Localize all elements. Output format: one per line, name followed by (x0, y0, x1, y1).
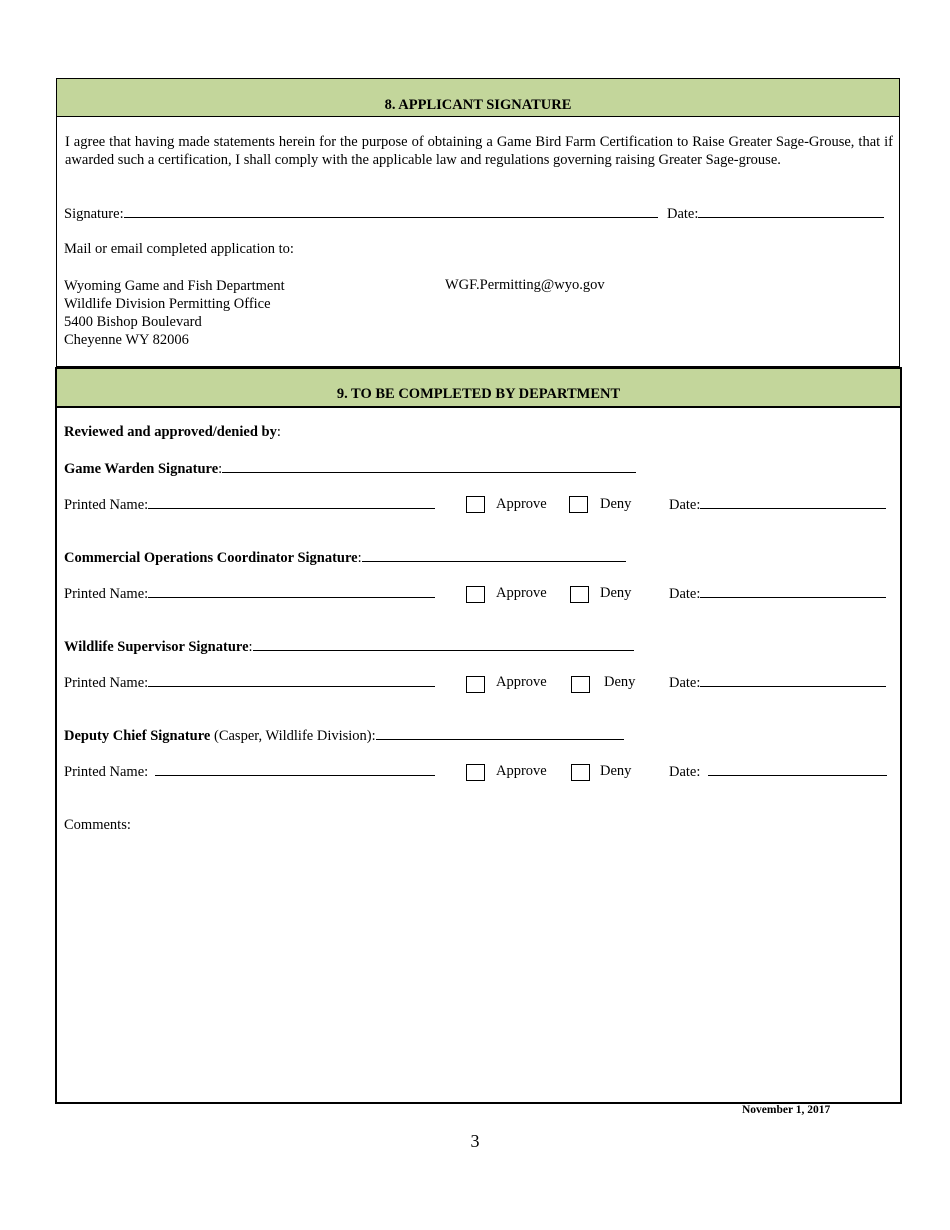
comments-label: Comments: (64, 817, 131, 833)
approve-label: Approve (496, 496, 547, 512)
reviewed-by-label (64, 424, 281, 441)
signer-title: Deputy Chief Signature (64, 728, 211, 744)
printed-name-label: Printed Name: (64, 675, 149, 691)
deputy-chief-signature-row (64, 727, 624, 745)
mailing-address (64, 277, 285, 349)
printed-name-label: Printed Name: (64, 586, 149, 602)
supervisor-signature-row (64, 638, 634, 656)
signer-suffix: : (248, 639, 253, 655)
address-line: 5400 Bishop Boulevard (64, 314, 202, 330)
game-warden-deny-checkbox[interactable] (569, 496, 588, 513)
supervisor-approve-checkbox[interactable] (466, 676, 485, 693)
address-line: Cheyenne WY 82006 (64, 332, 189, 348)
deny-label: Deny (604, 674, 636, 690)
section-9-header (57, 369, 900, 408)
address-line: Wildlife Division Permitting Office (64, 296, 271, 312)
deputy-chief-printed-name-field[interactable] (155, 763, 435, 776)
date-label: Date: (669, 675, 701, 691)
game-warden-printed-name-row (64, 496, 435, 514)
signer-title: Commercial Operations Coordinator Signature (64, 550, 358, 566)
approve-label: Approve (496, 674, 547, 690)
signer-suffix: : (357, 550, 362, 566)
deny-label: Deny (600, 585, 632, 601)
signer-title: Game Warden Signature (64, 461, 219, 477)
deny-label: Deny (600, 763, 632, 779)
coordinator-approve-checkbox[interactable] (466, 586, 485, 603)
approve-label: Approve (496, 585, 547, 601)
date-label: Date: (669, 764, 701, 780)
revision-date: November 1, 2017 (742, 1104, 831, 1116)
page-number: 3 (470, 1131, 480, 1151)
supervisor-printed-name-row (64, 674, 435, 692)
coordinator-signature-row (64, 549, 626, 567)
signer-suffix: : (218, 461, 223, 477)
date-label: Date: (669, 586, 701, 602)
applicant-date-field[interactable] (698, 205, 884, 218)
applicant-signature-row (64, 205, 658, 223)
signer-suffix: (Casper, Wildlife Division): (210, 728, 376, 744)
coordinator-date-row (669, 585, 886, 603)
comments-field[interactable] (64, 840, 890, 1096)
game-warden-date-field[interactable] (700, 496, 886, 509)
game-warden-signature-field[interactable] (222, 460, 636, 473)
signature-label: Signature: (64, 206, 124, 222)
reviewed-by-colon: : (276, 424, 281, 440)
coordinator-signature-field[interactable] (362, 549, 626, 562)
printed-name-label: Printed Name: (64, 497, 149, 513)
printed-name-label: Printed Name: (64, 764, 149, 780)
deny-label: Deny (600, 496, 632, 512)
coordinator-printed-name-row (64, 585, 435, 603)
deputy-chief-date-field[interactable] (708, 763, 887, 776)
supervisor-printed-name-field[interactable] (148, 674, 435, 687)
supervisor-deny-checkbox[interactable] (571, 676, 590, 693)
mail-instruction: Mail or email completed application to: (64, 241, 294, 257)
game-warden-signature-row (64, 460, 636, 478)
supervisor-signature-field[interactable] (253, 638, 634, 651)
applicant-date-row (667, 205, 884, 223)
date-label: Date: (669, 497, 701, 513)
game-warden-approve-checkbox[interactable] (466, 496, 485, 513)
supervisor-date-field[interactable] (700, 674, 886, 687)
deputy-chief-printed-name-row (64, 763, 435, 781)
deputy-chief-date-row (669, 763, 887, 781)
applicant-signature-field[interactable] (124, 205, 658, 218)
signer-title: Wildlife Supervisor Signature (64, 639, 249, 655)
address-line: Wyoming Game and Fish Department (64, 278, 285, 294)
game-warden-printed-name-field[interactable] (148, 496, 435, 509)
section-8-title: 8. APPLICANT SIGNATURE (384, 97, 572, 113)
section-9-title: 9. TO BE COMPLETED BY DEPARTMENT (336, 386, 621, 402)
coordinator-date-field[interactable] (700, 585, 886, 598)
supervisor-date-row (669, 674, 886, 692)
reviewed-by-text: Reviewed and approved/denied by (64, 424, 277, 440)
game-warden-date-row (669, 496, 886, 514)
deputy-chief-signature-field[interactable] (376, 727, 624, 740)
agreement-text: I agree that having made statements herein for the purpose of obtaining a Game Bird Farm Certification to Raise Greater Sage-Grouse, that if awarded such a certification, I shall comply with the applicable law and regulations governing raising Greater Sage-grouse. (65, 134, 893, 168)
approve-label: Approve (496, 763, 547, 779)
email-address[interactable]: WGF.Permitting@wyo.gov (445, 277, 605, 293)
deputy-chief-approve-checkbox[interactable] (466, 764, 485, 781)
section-8-header (57, 79, 899, 117)
date-label: Date: (667, 206, 699, 222)
deputy-chief-deny-checkbox[interactable] (571, 764, 590, 781)
coordinator-printed-name-field[interactable] (148, 585, 435, 598)
coordinator-deny-checkbox[interactable] (570, 586, 589, 603)
